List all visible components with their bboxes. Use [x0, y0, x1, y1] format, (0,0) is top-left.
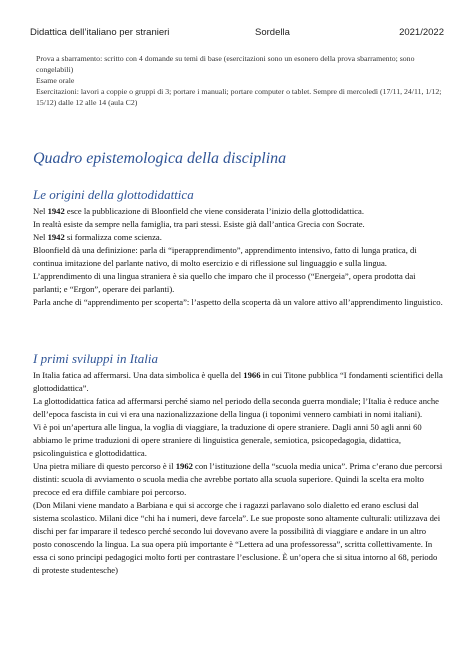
paragraph: (Don Milani viene mandato a Barbiana e qui si accorge che i ragazzi parlavano solo dialetto ed erano esclusi dal sistema scolastico. Milani dice “chi ha i numeri, deve farcela”. Le sue proposte sono altamente culturali: utilizzava dei dischi per far imparare il tedesco perché secondo lui dovevano avere la possibilità di viaggiare e andare in un altro posto conoscendo la lingua. La sua opera più importante è “Lettera ad una professoressa”, scritta collettivamente. In essa ci sono principi pedagogici molto forti per contrastare l’esclusione. È un’opera che si situa intorno al 68, periodo di proteste studentesche): [33, 500, 441, 575]
intro-line: Esercitazioni: lavori a coppie o gruppi di 3; portare i manuali; portare computer o tablet. Sempre di mercoledì (17/11, 24/11, 1/12; 15/12) dalle 12 alle 14 (aula C2): [36, 87, 442, 107]
paragraph: Nel 1942 esce la pubblicazione di Bloonfield che viene considerata l’inizio della glottodidattica.: [33, 206, 364, 216]
paragraph: Vi è poi un’apertura alle lingua, la voglia di viaggiare, la traduzione di opere straniere. Dagli anni 50 agli anni 60 abbiamo le prime traduzioni di opere straniere di linguistica generale, semiotica, psicopedagogia, didattica, psicolinguistica e glottodidattica.: [33, 422, 422, 458]
paragraph: In realtà esiste da sempre nella famiglia, tra pari stessi. Esiste già dall’antica Grecia con Socrate.: [33, 219, 365, 229]
paragraph: In Italia fatica ad affermarsi. Una data simbolica è quella del 1966 in cui Titone pubblica “I fondamenti scientifici della glottodidattica”.: [33, 370, 443, 393]
paragraph: L’apprendimento di una lingua straniera è sia quello che imparo che il processo (“Energeia”, opera prodotta dai parlanti; e “Ergon”, operare dei parlanti).: [33, 271, 416, 294]
intro-notes: [36, 53, 446, 108]
section-body: [33, 369, 445, 577]
section-heading: I primi sviluppi in Italia: [33, 351, 158, 366]
paragraph: Una pietra miliare di questo percorso è il 1962 con l’istituzione della “scuola media unica”. Prima c’erano due percorsi distinti: scuola di avviamento o scuola media che avrebbe portato alla scuola superiore. Quindi la scelta era molto precoce ed era diffile cambiare poi percorso.: [33, 461, 443, 497]
header-year: 2021/2022: [399, 27, 444, 38]
intro-line: Prova a sbarramento: scritto con 4 domande su temi di base (esercitazioni sono un esonero della prova sbarramento; sono congelabili): [36, 54, 415, 74]
document-title: Quadro epistemologica della disciplina: [33, 150, 287, 167]
year-highlight: 1966: [243, 370, 261, 380]
year-highlight: 1942: [47, 232, 65, 242]
paragraph: Parla anche di “apprendimento per scoperta”: l’aspetto della scoperta dà un valore attivo all’apprendimento linguistico.: [33, 297, 443, 307]
year-highlight: 1962: [175, 461, 193, 471]
paragraph: La glottodidattica fatica ad affermarsi perché siamo nel periodo della seconda guerra mondiale; l’Italia è reduce anche dell’epoca fascista in cui vi era una nazionalizzazione della lingua (i toponimi vennero cambiati in nomi italiani).: [33, 396, 439, 419]
section-body: [33, 205, 445, 309]
paragraph: Bloonfield dà una definizione: parla di “iperapprendimento”, apprendimento intensivo, fatto di lunga pratica, di continua imitazione del parlante nativo, di molto esercizio e di riflessione sul linguaggio e sulla lingua.: [33, 245, 417, 268]
paragraph: Nel 1942 si formalizza come scienza.: [33, 232, 162, 242]
header-course: Didattica dell’italiano per stranieri: [30, 27, 170, 38]
intro-line: Esame orale: [36, 76, 75, 85]
header-author: Sordella: [255, 27, 290, 38]
year-highlight: 1942: [47, 206, 65, 216]
section-heading: Le origini della glottodidattica: [33, 187, 194, 202]
